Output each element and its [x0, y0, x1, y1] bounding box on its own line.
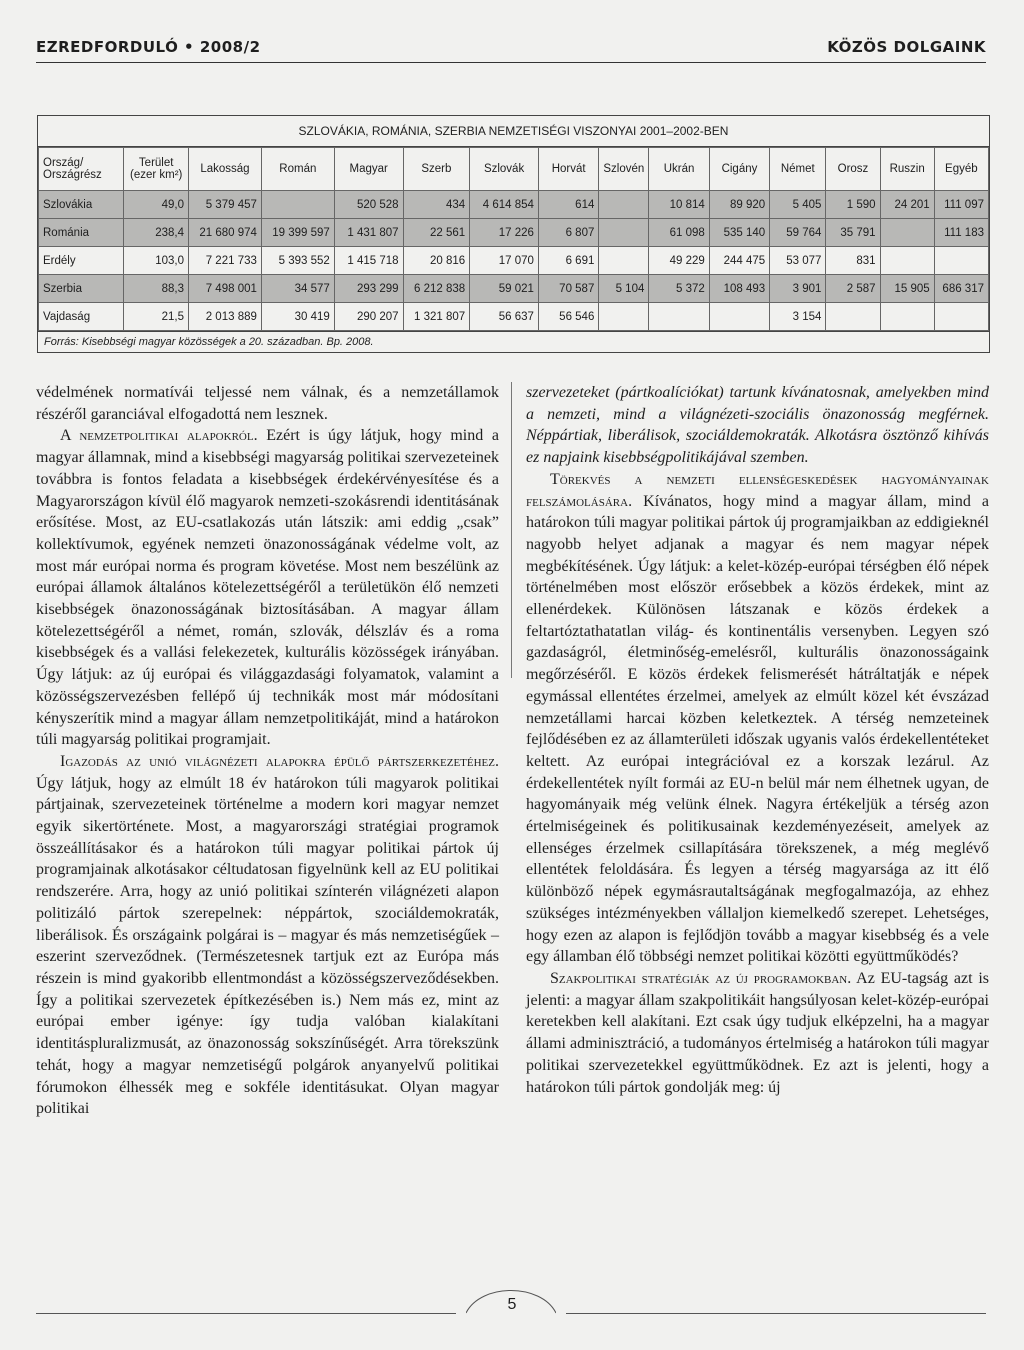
table-cell: 35 791 — [826, 219, 880, 247]
table-source: Forrás: Kisebbségi magyar közösségek a 20. században. Bp. 2008. — [38, 331, 989, 352]
table-cell — [880, 303, 934, 331]
table-cell: 49 229 — [649, 247, 709, 275]
table-cell: 6 212 838 — [403, 275, 470, 303]
table-cell: 5 104 — [599, 275, 649, 303]
table-cell — [880, 219, 934, 247]
table-row — [39, 219, 989, 247]
table-cell: 89 920 — [709, 191, 769, 219]
running-header-right: KÖZÖS DOLGAINK — [827, 38, 986, 56]
column-header: Ruszin — [880, 148, 934, 191]
table-cell: 22 561 — [403, 219, 470, 247]
table-cell: 19 399 597 — [261, 219, 334, 247]
table-cell — [599, 219, 649, 247]
table-cell: 6 807 — [538, 219, 598, 247]
right-column — [526, 382, 989, 1098]
column-header: Lakosság — [188, 148, 261, 191]
table-cell: 17 070 — [470, 247, 539, 275]
table-cell: 88,3 — [124, 275, 189, 303]
footer-rule-left — [36, 1313, 456, 1314]
table-cell — [649, 303, 709, 331]
table-cell: 1 590 — [826, 191, 880, 219]
table-cell: 15 905 — [880, 275, 934, 303]
row-label: Románia — [39, 219, 124, 247]
table-cell: 108 493 — [709, 275, 769, 303]
table-cell: 24 201 — [880, 191, 934, 219]
table-cell: 17 226 — [470, 219, 539, 247]
row-label: Szlovákia — [39, 191, 124, 219]
column-header: Terület (ezer km²) — [124, 148, 189, 191]
table-row — [39, 275, 989, 303]
table-cell: 20 816 — [403, 247, 470, 275]
table-row — [39, 247, 989, 275]
table-cell: 831 — [826, 247, 880, 275]
table-cell — [880, 247, 934, 275]
ethnicity-table — [37, 115, 990, 353]
right-paragraph-1: szervezeteket (pártkoalíciókat) tartunk kívánatosnak, amelyekben mind a nemzeti, mind a világnézeti-szociális önazonosság megférnek. Néppártiak, liberálisok, szociáldemokraták. Alkotásra ösztönző kihívás ez napjaink kisebbségpolitikájával szemben. — [526, 384, 989, 467]
table-cell: 686 317 — [934, 275, 988, 303]
column-header: Ukrán — [649, 148, 709, 191]
table-header-row — [39, 148, 989, 191]
table-cell: 3 154 — [770, 303, 826, 331]
table-cell: 111 183 — [934, 219, 988, 247]
column-header: Szerb — [403, 148, 470, 191]
table-cell: 103,0 — [124, 247, 189, 275]
table-cell: 5 379 457 — [188, 191, 261, 219]
column-header: Szlovén — [599, 148, 649, 191]
table-row — [39, 191, 989, 219]
table-cell: 59 021 — [470, 275, 539, 303]
table-cell: 56 637 — [470, 303, 539, 331]
table-cell: 53 077 — [770, 247, 826, 275]
table-cell — [261, 191, 334, 219]
table-cell: 6 691 — [538, 247, 598, 275]
table-cell: 1 431 807 — [334, 219, 403, 247]
row-label: Erdély — [39, 247, 124, 275]
section-heading: Törekvés a nemzeti ellenségeskedések hagyományainak felszámolására. — [526, 470, 989, 510]
column-header: Horvát — [538, 148, 598, 191]
column-header: Orosz — [826, 148, 880, 191]
table-cell: 70 587 — [538, 275, 598, 303]
table-cell: 5 372 — [649, 275, 709, 303]
section-heading: Szakpolitikai stratégiák az új programokban. — [550, 969, 852, 987]
row-label: Szerbia — [39, 275, 124, 303]
table-cell — [599, 247, 649, 275]
table-cell: 238,4 — [124, 219, 189, 247]
table-cell: 293 299 — [334, 275, 403, 303]
row-label: Vajdaság — [39, 303, 124, 331]
paragraph-body: Az EU-tagság azt is jelenti: a magyar állam szakpolitikáit hangsúlyosan kelet-közép-európai keretekben kell alakítani. Ezt csak úgy tudjuk elképzelni, ha a magyar állami adminisztráció, a tudományos értelmiség a határokon túli magyar politikai szervezetekkel együttműködnek. Ez azt is jelenti, hogy a határokon túli pártok gondolják meg: új — [526, 969, 989, 1096]
table-cell — [599, 191, 649, 219]
table-cell: 1 415 718 — [334, 247, 403, 275]
table-cell: 34 577 — [261, 275, 334, 303]
right-paragraph-3 — [526, 968, 989, 1098]
column-divider — [511, 382, 512, 678]
table-cell: 56 546 — [538, 303, 598, 331]
running-header-left: EZREDFORDULÓ • 2008/2 — [36, 38, 261, 56]
footer-rule-right — [566, 1313, 986, 1314]
column-header: Cigány — [709, 148, 769, 191]
column-header: Egyéb — [934, 148, 988, 191]
column-header: Szlovák — [470, 148, 539, 191]
section-heading: A nemzetpolitikai alapokról. — [60, 427, 258, 445]
table-cell: 434 — [403, 191, 470, 219]
table-cell: 4 614 854 — [470, 191, 539, 219]
table-cell: 520 528 — [334, 191, 403, 219]
table-cell: 111 097 — [934, 191, 988, 219]
left-paragraph-1: védelmének normatívái teljessé nem válnak, és a nemzetállamok részéről garanciával elfogadottá nem lesznek. — [36, 384, 499, 423]
table-cell — [826, 303, 880, 331]
table-cell: 5 405 — [770, 191, 826, 219]
table-cell: 7 498 001 — [188, 275, 261, 303]
table-cell — [934, 247, 988, 275]
column-header: Magyar — [334, 148, 403, 191]
table-cell: 61 098 — [649, 219, 709, 247]
right-paragraph-2 — [526, 469, 989, 968]
table-cell: 290 207 — [334, 303, 403, 331]
column-header: Román — [261, 148, 334, 191]
table-cell: 614 — [538, 191, 598, 219]
header-rule — [36, 62, 986, 63]
table-title: SZLOVÁKIA, ROMÁNIA, SZERBIA NEMZETISÉGI VISZONYAI 2001–2002-BEN — [38, 116, 989, 147]
table-cell: 2 587 — [826, 275, 880, 303]
data-table — [38, 147, 989, 331]
table-cell: 1 321 807 — [403, 303, 470, 331]
table-cell: 49,0 — [124, 191, 189, 219]
table-cell: 2 013 889 — [188, 303, 261, 331]
table-cell: 535 140 — [709, 219, 769, 247]
table-cell: 21,5 — [124, 303, 189, 331]
table-cell: 7 221 733 — [188, 247, 261, 275]
table-cell — [709, 303, 769, 331]
paragraph-body: Úgy látjuk, hogy az elmúlt 18 év határokon túli magyarok politikai pártjainak, szervezeteinek történelme a modern kori magyar nemzet egyik sikertörténete. Most, a magyarországi stratégiai programok összeállításakor és a határokon túli magyar politikai pártok új programjainak alkotásakor céltudatosan figyelnünk kell az EU politikai rendszerére. Arra, hogy az unió politikai színterén világnézeti alapon politizáló pártok szerepelnek: néppártok, szociáldemokraták, liberálisok. És országaink polgárai is – magyar és más nemzetiségűek – eszerint szerveződnek. (Természetesnek tartjuk ezt az Európa más részein is mind gyakoribb ellentmondást a közösségszerveződésekben. Így a politikai szervezetek építkezésében is.) Nem más ez, mint az európai ember igénye: így tudja valóban kialakítani identitáspluralizmusát, az önazonosság sokszínűségét. Arra törekszünk tehát, hogy a magyar nemzetiségű polgárok anyanyelvű politikai fórumokon élhessék meg e sokféle identitásukat. Olyan magyar politikai — [36, 774, 499, 1118]
table-cell: 30 419 — [261, 303, 334, 331]
page-number: 5 — [507, 1296, 517, 1313]
column-header: Német — [770, 148, 826, 191]
table-cell: 59 764 — [770, 219, 826, 247]
table-cell — [599, 303, 649, 331]
table-cell: 244 475 — [709, 247, 769, 275]
table-cell: 3 901 — [770, 275, 826, 303]
paragraph-body: Kívánatos, hogy mind a magyar állam, mind a határokon túli magyar politikai pártok új programjaikban az eddigieknél nagyobb helyet adjanak a magyar és nem magyar népek megbékítésének. Úgy látjuk: a kelet-közép-európai térségben élő népek történelmében most először erősebbek a közös érdekek, mint az ellenérdekek. Különösen látszanak e közös érdekek a feltartóztathatatlan világ- és kontinentális versenyben. Legyen szó gazdaságról, életminőség-emelésről, kulturális önazonosságaink megőrzéséről. E közös érdekek felismerését hátráltatják e népek egymással ellentétes érzelmei, amelyek az elmúlt közel két évszázad nemzetállami harcai közben keletkeztek. A térség nemzeteinek fejlődésében ez az államterületi időszak ugyanis valós érdekellentéteket keltett. Az európai integrációval ez a korszak lezárul. Az érdekellentétek nyílt formái az EU-n belül már nem élhetnek ugyan, de hagyományaik még velünk élnek. Nagyra értékeljük a térség azon értelmiségeinek és politikusainak kezdeményezéseit, amelyek az ellenséges érzelmek csillapítására törekszenek, a még meglévő ellentétek feloldására. És legyen a térség magyarsága az itt élő különböző népek egymásrautaltságának megfogalmazója, az ehhez szükséges intézményekben vállaljon kiemelkedő szerepet. Lehetséges, hogy ezen az alapon is fejlődjön tovább a magyar kisebbség és a vele egy államban élő többségi nemzet politikai közötti együttműködés? — [526, 492, 989, 966]
section-heading: Igazodás az unió világnézeti alapokra épülő pártszerkezetéhez. — [60, 752, 499, 770]
table-cell: 5 393 552 — [261, 247, 334, 275]
table-cell: 10 814 — [649, 191, 709, 219]
column-header: Ország/ Országrész — [39, 148, 124, 191]
left-paragraph-3 — [36, 751, 499, 1120]
table-cell: 21 680 974 — [188, 219, 261, 247]
paragraph-body: Ezért is úgy látjuk, hogy mind a magyar államnak, mind a kisebbségi magyarság politikai szervezeteinek továbbra is fontos feladata a kisebbségek érdekérvényesítése és a Magyarországon kívül élő magyarok nemzeti-szokásrendi identitásának erősítése. Most, az EU-csatlakozás után látszik: ami eddig „csak” kollektívumok, egyének nemzeti önazonosságának védelme volt, az most már európai norma és program követése. Most nem beszélünk az európai államok általános kötelezettségéről a területükön élő nemzeti kisebbségek önazonosságának biztosításában. A magyar állam kötelezettségéről a német, román, szlovák, délszláv és a roma kisebbségek és a vallási felekezetek, kulturális közösségek irányában. Úgy látjuk: az új európai és világgazdasági folyamatok, valamint a közösségszervezésben fellépő új technikák most már módosítani kényszerítik mind a magyar állam nemzetpolitikáját, mind a határokon túli magyarság politikai programjait. — [36, 427, 499, 749]
table-cell — [934, 303, 988, 331]
left-column — [36, 382, 499, 1120]
left-paragraph-2 — [36, 425, 499, 751]
table-row — [39, 303, 989, 331]
